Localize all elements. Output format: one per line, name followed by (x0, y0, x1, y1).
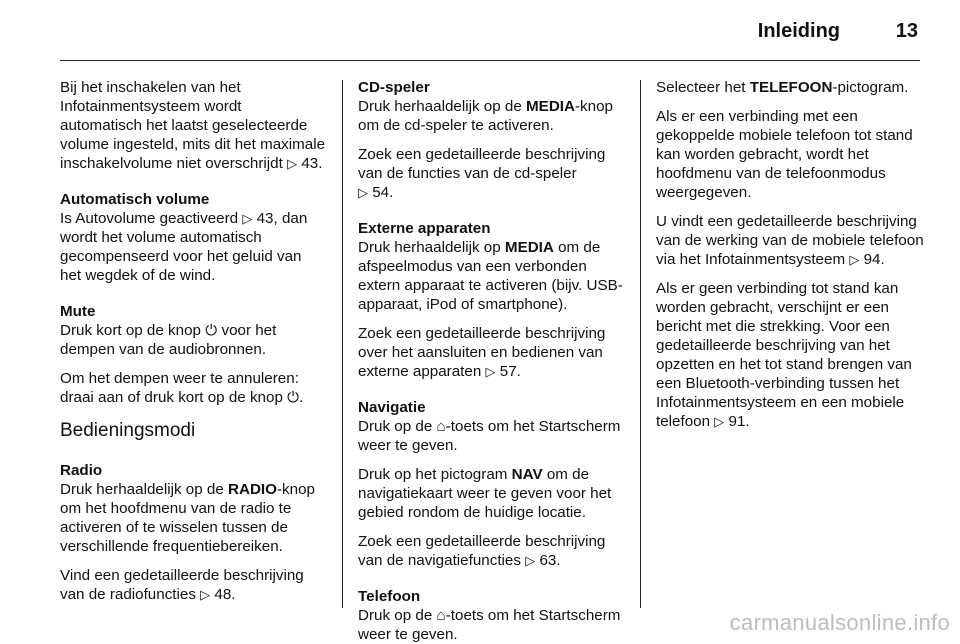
home-key-icon: ⌂ (436, 607, 446, 624)
arrow-ref-icon: ▷ (287, 156, 298, 171)
power-knob-icon: ⏻ (205, 322, 218, 339)
media-key-label: MEDIA (526, 98, 575, 115)
page-number: 13 (895, 20, 918, 42)
navigation-heading: Navigatie (358, 399, 426, 416)
nav-key-label: NAV (511, 466, 543, 483)
auto-volume-section: Automatisch volume Is Autovolume geactiveerd ▷ 43, dan wordt het volume automatisch gecompenseerd voor het geluid van het wegdek of de wind. (60, 190, 326, 285)
arrow-ref-icon: ▷ (200, 587, 211, 602)
cd-heading: CD-speler (358, 79, 430, 96)
radio-key-label: RADIO (228, 481, 277, 498)
arrow-ref-icon: ▷ (242, 211, 253, 226)
watermark: carmanualsonline.info (729, 610, 950, 635)
phone-section: Telefoon Druk op de ⌂-toets om het Startscherm weer te geven. (358, 587, 624, 644)
mute-section: Mute Druk kort op de knop ⏻ voor het dempen van de audiobronnen. Om het dempen weer te annuleren: draai aan of druk kort op de knop ⏻. (60, 302, 326, 407)
arrow-ref-icon: ▷ (485, 364, 496, 379)
header-rule (60, 60, 920, 61)
column-divider-2 (640, 80, 641, 608)
media-key-label: MEDIA (504, 239, 554, 256)
auto-volume-heading: Automatisch volume (60, 191, 210, 208)
home-key-icon: ⌂ (436, 418, 446, 435)
page-ref[interactable]: 63. (539, 552, 561, 569)
page-ref[interactable]: 57. (499, 363, 521, 380)
connected-paragraph: Als er een verbinding met een gekoppelde mobiele telefoon tot stand kan worden gebracht, wordt het hoofdmenu van de telefoonmodus weergegeven. (656, 108, 913, 201)
arrow-ref-icon: ▷ (849, 252, 860, 267)
radio-heading: Radio (60, 462, 103, 479)
radio-section: Radio Druk herhaaldelijk op de RADIO-knop om het hoofdmenu van de radio te activeren of te wisselen tussen de verschillende frequentiebereiken. Vind een gedetailleerde beschrijving van de radiofuncties ▷ 48. (60, 461, 326, 604)
section-title: Bedieningsmodi (60, 420, 196, 441)
phone-heading: Telefoon (358, 588, 421, 605)
column-2 (358, 78, 624, 644)
arrow-ref-icon: ▷ (525, 553, 536, 568)
power-knob-icon: ⏻ (287, 389, 300, 406)
phone-key-label: TELEFOON (749, 79, 833, 96)
column-1 (60, 78, 326, 604)
arrow-ref-icon: ▷ (358, 185, 368, 200)
mute-heading: Mute (60, 303, 96, 320)
page-ref[interactable]: 94. (863, 251, 885, 268)
chapter-title: Inleiding (757, 20, 840, 42)
external-devices-section: Externe apparaten Druk herhaaldelijk op MEDIA om de afspeelmodus van een verbonden extern apparaat te activeren (bijv. USB-apparaat, iPod of smartphone). Zoek een gedetailleerde beschrijving over het aansluiten en bedienen van externe apparaten ▷ 57. (358, 220, 623, 380)
page-ref[interactable]: 43. (301, 155, 323, 172)
page-ref[interactable]: 54. (372, 184, 394, 201)
arrow-ref-icon: ▷ (714, 414, 725, 429)
page-ref[interactable]: 91. (728, 413, 750, 430)
page-ref[interactable]: 43, (256, 210, 278, 227)
external-heading: Externe apparaten (358, 220, 491, 237)
page-ref[interactable]: 48. (214, 586, 236, 603)
page-header (60, 0, 920, 60)
intro-paragraph: Bij het inschakelen van het Infotainmentsysteem wordt automatisch het laatst geselecteerde volume ingesteld, mits dit het maximale inschakelvolume niet overschrijdt ▷ 43. (60, 79, 326, 172)
navigation-section: Navigatie Druk op de ⌂-toets om het Startscherm weer te geven. Druk op het pictogram NAV om de navigatiekaart weer te geven voor het gebied rondom de huidige locatie. Zoek een gedetailleerde beschrijving van de navigatiefuncties ▷ 63. (358, 398, 624, 570)
cd-section: CD-speler Druk herhaaldelijk op de MEDIA-knop om de cd-speler te activeren. Zoek een gedetailleerde beschrijving van de functies van de cd-speler ▷ 54. (358, 78, 624, 202)
column-divider-1 (342, 80, 343, 608)
column-3: Selecteer het TELEFOON-pictogram. Als er een verbinding met een gekoppelde mobiele telefoon tot stand kan worden gebracht, wordt het hoofdmenu van de telefoonmodus weergegeven. U vindt een gedetailleerde beschrijving van de werking van de mobiele telefoon via het Infotainmentsysteem ▷ 94. Als er geen verbinding tot stand kan worden gebracht, verschijnt er een bericht met die strekking. Voor een gedetailleerde beschrijving van het opzetten en het tot stand brengen van een Bluetooth-verbinding tussen het Infotainmentsysteem en een mobiele telefoon ▷ 91. (656, 79, 924, 430)
